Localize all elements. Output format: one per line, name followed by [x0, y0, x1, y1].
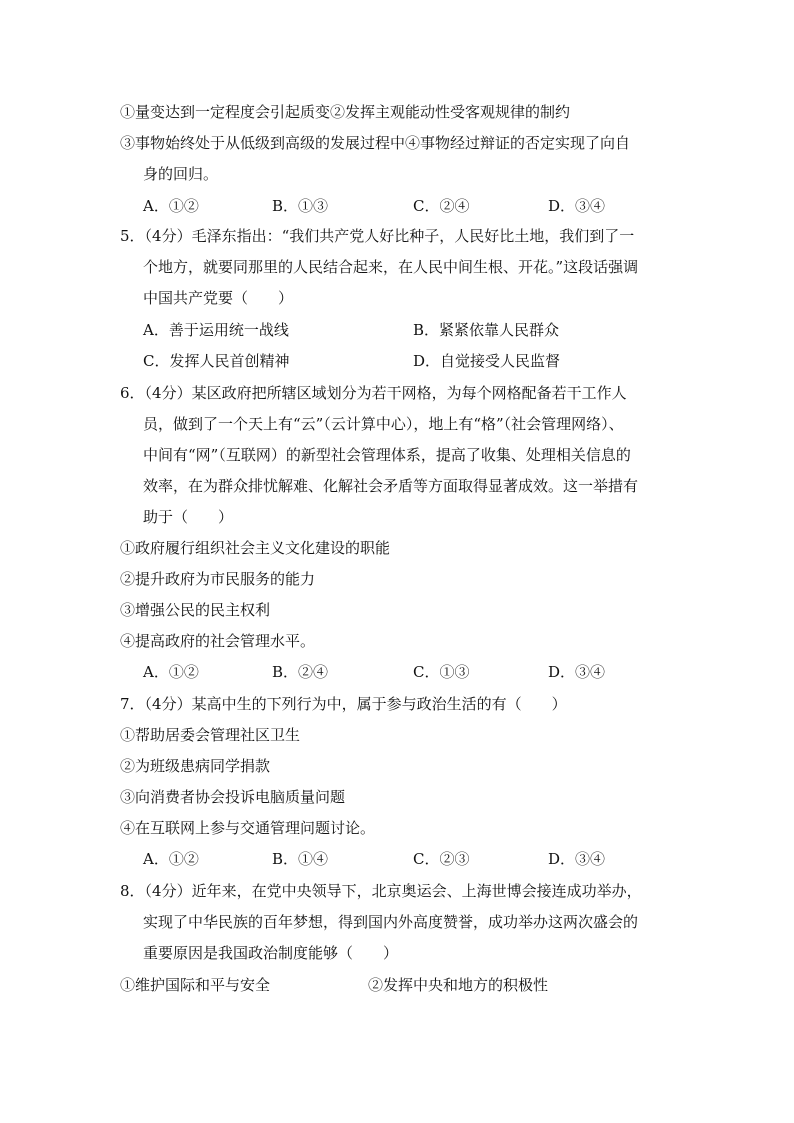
q6-statement-1: ①政府履行组织社会主义文化建设的职能: [120, 539, 391, 557]
q4-statements-line2: ③事物始终处于从低级到高级的发展过程中④事物经过辩证的否定实现了向自: [120, 134, 631, 152]
q4-option-c: C．②④: [413, 197, 470, 215]
q8-statement-1: ①维护国际和平与安全: [120, 976, 271, 994]
q8-stem-line2: 实现了中华民族的百年梦想，得到国内外高度赞誉，成功举办这两次盛会的: [143, 913, 639, 931]
q6-stem-line3: 中间有“网”（互联网）的新型社会管理体系，提高了收集、处理相关信息的: [143, 446, 631, 464]
q6-option-b: B．②④: [272, 663, 329, 681]
q8-stem-line3: 重要原因是我国政治制度能够（ ）: [143, 944, 399, 962]
q6-statement-3: ③增强公民的民主权利: [120, 601, 271, 619]
q7-statement-1: ①帮助居委会管理社区卫生: [120, 726, 301, 744]
q6-statement-4: ④提高政府的社会管理水平。: [120, 632, 316, 650]
q5-stem-line3: 中国共产党要（ ）: [143, 289, 294, 307]
q5-stem-line1: 5．（4分）毛泽东指出：“我们共产党人好比种子，人民好比土地，我们到了一: [120, 227, 635, 245]
q6-stem-line5: 助于（ ）: [143, 508, 234, 526]
q7-statement-3: ③向消费者协会投诉电脑质量问题: [120, 788, 346, 806]
q6-statement-2: ②提升政府为市民服务的能力: [120, 570, 316, 588]
q7-option-a: A．①②: [143, 850, 199, 868]
q4-option-d: D．③④: [548, 197, 606, 215]
q6-option-a: A．①②: [143, 663, 199, 681]
q4-statements-line1: ①量变达到一定程度会引起质变②发挥主观能动性受客观规律的制约: [120, 103, 571, 121]
q7-option-d: D．③④: [548, 850, 606, 868]
q5-option-d: D．自觉接受人民监督: [413, 352, 561, 370]
q7-stem-line1: 7．（4分）某高中生的下列行为中，属于参与政治生活的有（ ）: [120, 695, 567, 713]
q8-statement-2: ②发挥中央和地方的积极性: [368, 976, 549, 994]
q7-option-c: C．②③: [413, 850, 470, 868]
q6-option-c: C．①③: [413, 663, 470, 681]
q6-option-d: D．③④: [548, 663, 606, 681]
q4-option-a: A．①②: [143, 197, 199, 215]
q6-stem-line4: 效率，在为群众排忧解难、化解社会矛盾等方面取得显著成效。这一举措有: [143, 477, 639, 495]
q5-stem-line2: 个地方，就要同那里的人民结合起来，在人民中间生根、开花。”这段话强调: [143, 258, 639, 276]
q5-option-b: B．紧紧依靠人民群众: [413, 321, 560, 339]
q7-statement-4: ④在互联网上参与交通管理问题讨论。: [120, 819, 376, 837]
q5-option-a: A．善于运用统一战线: [143, 321, 289, 339]
q6-stem-line1: 6．（4分）某区政府把所辖区域划分为若干网格，为每个网格配备若干工作人: [120, 384, 627, 402]
q5-option-c: C．发挥人民首创精神: [143, 352, 290, 370]
q7-statement-2: ②为班级患病同学捐款: [120, 757, 271, 775]
q6-stem-line2: 员，做到了一个天上有“云”（云计算中心），地上有“格”（社会管理网络）、: [143, 415, 624, 433]
q8-stem-line1: 8．（4分）近年来，在党中央领导下，北京奥运会、上海世博会接连成功举办，: [120, 882, 642, 900]
q4-option-b: B．①③: [272, 197, 329, 215]
q4-statements-line3: 身的回归。: [143, 165, 219, 183]
q7-option-b: B．①④: [272, 850, 329, 868]
